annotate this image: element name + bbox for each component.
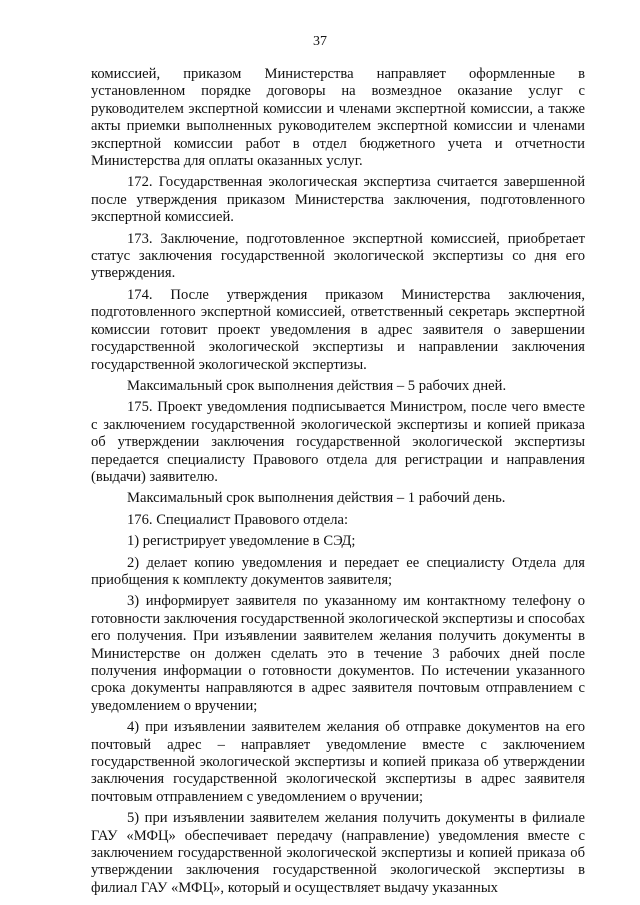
paragraph-174: 174. После утверждения приказом Министерства заключения, подготовленного экспертной комиссией, ответственный секретарь экспертной комиссии готовит проект уведомления в адрес заявителя о завершении государственной экологической экспертизы и направлении заключения государственной экологической экспертизы. <box>91 286 585 373</box>
paragraph-176-item-3: 3) информирует заявителя по указанному им контактному телефону о готовности заключения государственной экологической экспертизы и способах его получения. При изъявлении заявителем желания получить документы в Министерстве он должен сделать это в течение 3 рабочих дней после получения информации о готовности документов. По истечении указанного срока документы направляются в адрес заявителя почтовым отправлением с уведомлением о вручении; <box>91 593 585 714</box>
paragraph-deadline-5-days: Максимальный срок выполнения действия – 5 рабочих дней. <box>127 377 507 394</box>
paragraph-176-item-2: 2) делает копию уведомления и передает ее специалисту Отдела для приобщения к комплекту документов заявителя; <box>91 554 585 588</box>
document-body <box>91 66 585 897</box>
paragraph-176-item-4: 4) при изъявлении заявителем желания об отправке документов на его почтовый адрес – направляет уведомление вместе с заключением государственной экологической экспертизы и копией приказа об утверждении заключения государственной экологической экспертизы в адрес заявителя почтовым отправлением с уведомлением о вручении; <box>91 719 585 805</box>
paragraph-176-item-5: 5) при изъявлении заявителем желания получить документы в филиале ГАУ «МФЦ» обеспечивает передачу (направление) уведомления вместе с заключением государственной экологической экспертизы и копией приказа об утверждении заключения государственной экологической экспертизы в филиал ГАУ «МФЦ», который и осуществляет выдачу указанных <box>91 810 585 896</box>
paragraph-176: 176. Специалист Правового отдела: <box>127 511 349 528</box>
paragraph-deadline-1-day: Максимальный срок выполнения действия – 1 рабочий день. <box>127 490 506 507</box>
page-number: 37 <box>313 34 327 49</box>
paragraph-176-item-1: 1) регистрирует уведомление в СЭД; <box>127 533 356 550</box>
paragraph-173: 173. Заключение, подготовленное экспертной комиссией, приобретает статус заключения государственной экологической экспертизы со дня его утверждения. <box>91 230 585 282</box>
paragraph-172: 172. Государственная экологическая экспертиза считается завершенной после утверждения приказом Министерства заключения, подготовленного экспертной комиссией. <box>91 174 585 226</box>
paragraph-continuation: комиссией, приказом Министерства направляет оформленные в установленном порядке договоры на возмездное оказание услуг с руководителем экспертной комиссии и членами экспертной комиссии, а также акты приемки выполненных руководителем экспертной комиссии и членами экспертной комиссии работ в отдел бюджетного учета и отчетности Министерства для оплаты оказанных услуг. <box>91 66 585 170</box>
paragraph-175: 175. Проект уведомления подписывается Министром, после чего вместе с заключением государственной экологической экспертизы и копией приказа об утверждении заключения государственной экологической экспертизы передается специалисту Правового отдела для регистрации и направления (выдачи) заявителю. <box>91 399 585 485</box>
